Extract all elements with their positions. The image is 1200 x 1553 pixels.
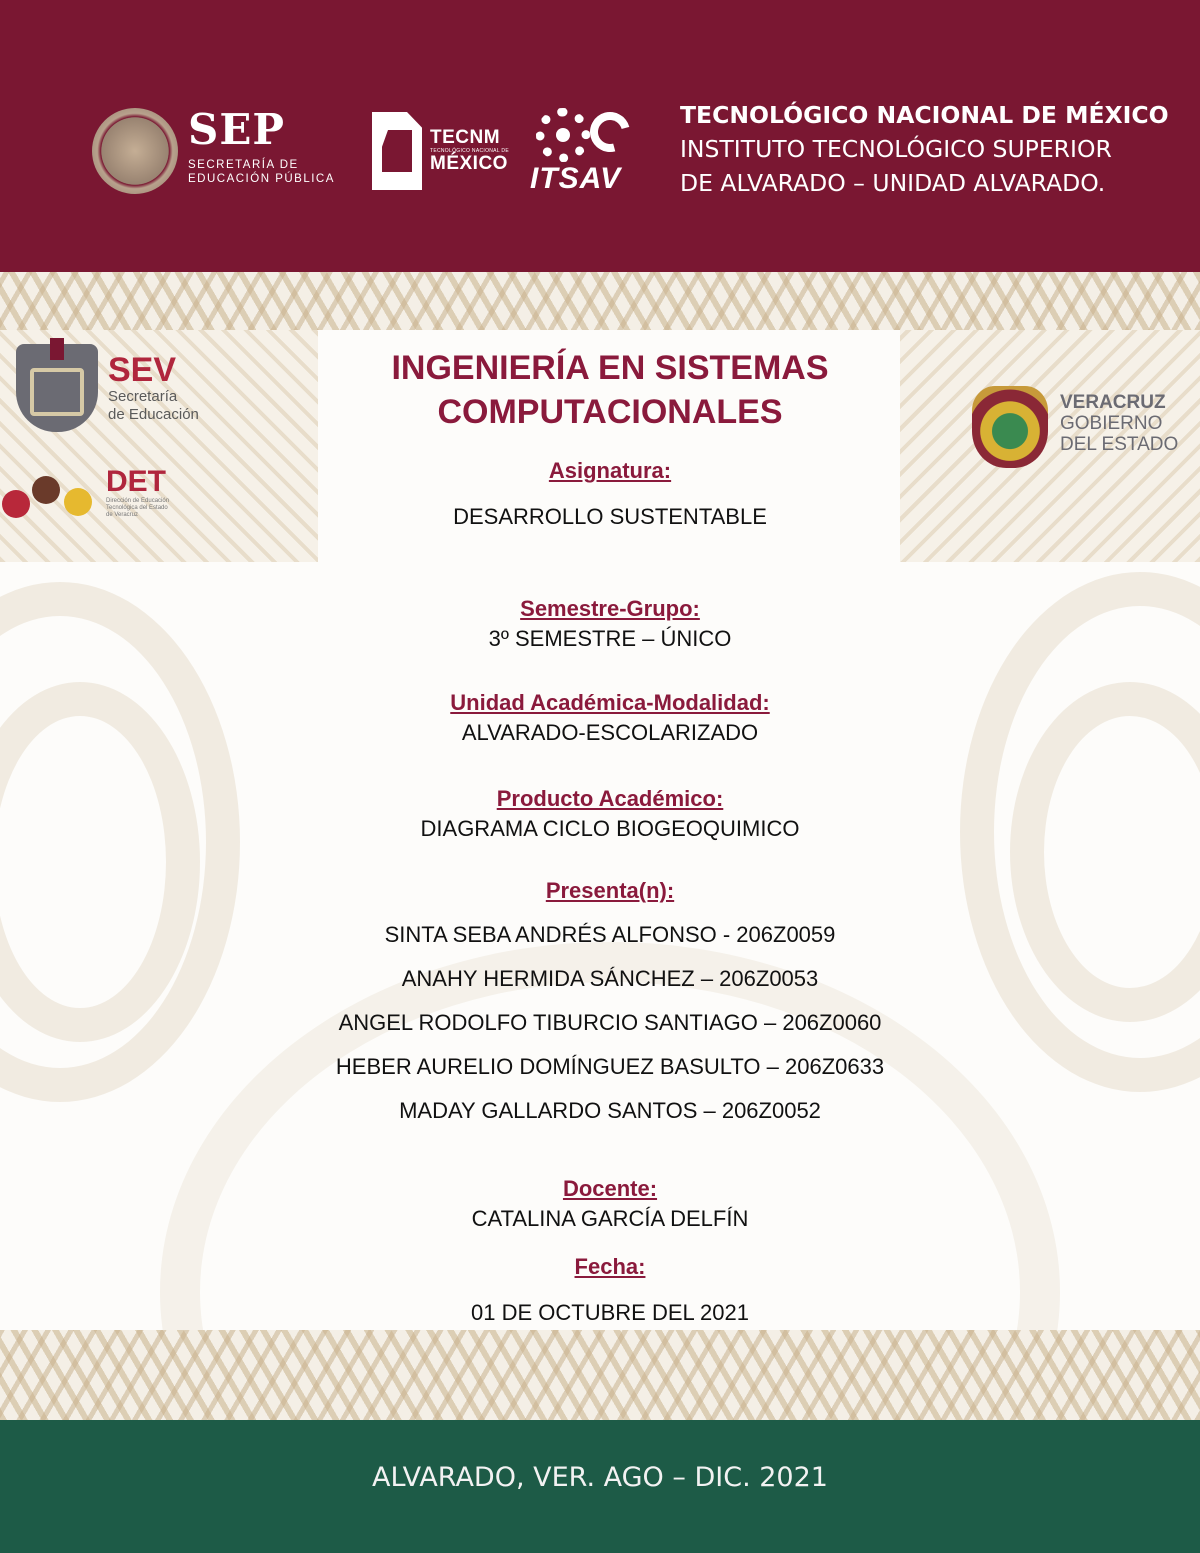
gear-icon — [536, 108, 590, 162]
sev-logo — [10, 340, 230, 440]
veracruz-line1: VERACRUZ — [1060, 392, 1166, 413]
det-icons — [2, 470, 96, 530]
det-line1: Dirección de Educación — [106, 498, 170, 504]
presenta-label: Presenta(n): — [545, 878, 675, 903]
career-title — [300, 346, 920, 434]
fecha-label: Fecha: — [574, 1254, 646, 1279]
institution-name — [680, 98, 1169, 200]
sev-line1: Secretaría — [108, 388, 178, 405]
sep-logo — [92, 105, 352, 198]
footer-location-date: ALVARADO, VER. AGO – DIC. 2021 — [372, 1462, 828, 1493]
title-line2: COMPUTACIONALES — [437, 393, 783, 431]
semestre-value: 3º SEMESTRE – ÚNICO — [488, 626, 732, 651]
det-acronym: DET — [106, 465, 166, 498]
title-line1: INGENIERÍA EN SISTEMAS — [391, 349, 829, 387]
producto-value: DIAGRAMA CICLO BIOGEOQUIMICO — [420, 816, 800, 841]
sep-acronym: SEP — [188, 105, 285, 154]
unidad-value: ALVARADO-ESCOLARIZADO — [461, 720, 759, 745]
veracruz-line2: GOBIERNO — [1060, 413, 1163, 434]
fret-pattern-bottom — [0, 1330, 1200, 1420]
asignatura-value: DESARROLLO SUSTENTABLE — [453, 504, 767, 529]
veracruz-logo — [972, 382, 1192, 472]
semestre-label: Semestre-Grupo: — [520, 596, 700, 621]
student-item: ANAHY HERMIDA SÁNCHEZ – 206Z0053 — [401, 966, 819, 991]
footer-band — [0, 1420, 1200, 1553]
leaf-icon — [32, 476, 60, 504]
det-line2: Tecnológica del Estado — [106, 505, 168, 511]
institution-line3: DE ALVARADO – UNIDAD ALVARADO. — [680, 169, 1106, 197]
veracruz-coat-of-arms-icon — [972, 386, 1048, 468]
fecha-value: 01 DE OCTUBRE DEL 2021 — [471, 1300, 749, 1325]
veracruz-shield-icon — [16, 344, 98, 432]
tecnm-mark-icon — [372, 112, 422, 190]
student-item: HEBER AURELIO DOMÍNGUEZ BASULTO – 206Z0633 — [335, 1054, 885, 1079]
asignatura-label: Asignatura: — [548, 458, 672, 483]
det-line3: de Veracruz — [106, 512, 139, 518]
sev-acronym: SEV — [108, 351, 177, 389]
student-item: MADAY GALLARDO SANTOS – 206Z0052 — [399, 1098, 821, 1123]
itsav-name: ITSAV — [530, 162, 622, 195]
national-seal-icon — [92, 108, 178, 194]
lightbulb-icon — [64, 488, 92, 516]
docente-value: CATALINA GARCÍA DELFÍN — [471, 1206, 749, 1231]
tecnm-line1: TECNM — [430, 127, 501, 148]
sev-line2: de Educación — [108, 406, 199, 423]
itsav-logo — [528, 102, 638, 197]
docente-label: Docente: — [562, 1176, 658, 1201]
student-item: ANGEL RODOLFO TIBURCIO SANTIAGO – 206Z0060 — [338, 1010, 882, 1035]
unidad-label: Unidad Académica-Modalidad: — [450, 690, 770, 715]
tecnm-tiny: TECNOLÓGICO NACIONAL DE — [430, 148, 509, 154]
institution-line1: TECNOLÓGICO NACIONAL DE MÉXICO — [680, 101, 1169, 129]
gear-icon — [2, 490, 30, 518]
wave-icon — [583, 105, 638, 160]
tecnm-line2: MÉXICO — [430, 153, 508, 174]
institution-line2: INSTITUTO TECNOLÓGICO SUPERIOR — [680, 135, 1112, 163]
producto-label: Producto Académico: — [496, 786, 724, 811]
header-band — [0, 0, 1200, 272]
det-logo — [0, 466, 260, 536]
student-item: SINTA SEBA ANDRÉS ALFONSO - 206Z0059 — [384, 922, 836, 947]
sep-line1: SECRETARÍA DE — [188, 159, 299, 171]
sep-line2: EDUCACIÓN PÚBLICA — [188, 173, 335, 185]
tecnm-logo — [372, 108, 512, 192]
veracruz-line3: DEL ESTADO — [1060, 434, 1179, 455]
fret-pattern-top — [0, 272, 1200, 330]
